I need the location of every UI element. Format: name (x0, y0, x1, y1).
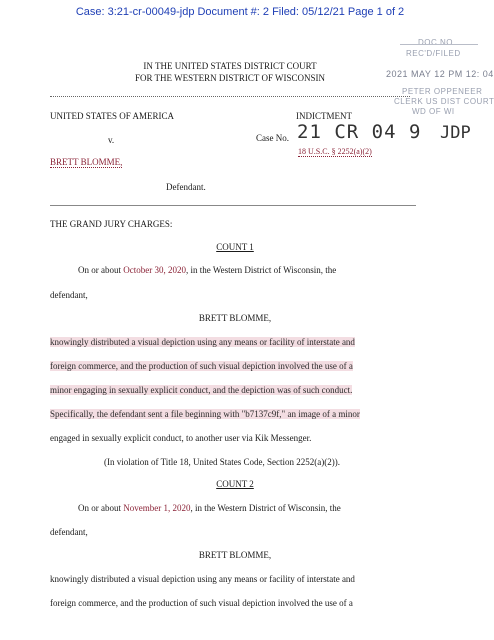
stamp-received: REC'D/FILED (406, 49, 461, 58)
count-1-date: October 30, 2020 (123, 265, 186, 275)
count-1-line-4: Specifically, the defendant sent a file beginning with "b7137c9f," an image of a minor (50, 409, 360, 419)
count-2-defendant-word: defendant, (50, 527, 88, 537)
count-1-line-3: minor engaging in sexually explicit conduct, and the depiction was of such conduct. (50, 385, 353, 395)
document-type: INDICTMENT (296, 111, 352, 121)
count-2-line-1: knowingly distributed a visual depiction using any means or facility of interstate and (50, 574, 355, 584)
count-1-violation: (In violation of Title 18, United States Code, Section 2252(a)(2)). (104, 457, 340, 467)
count-1-line-5: engaged in sexually explicit conduct, to another user via Kik Messenger. (50, 433, 312, 443)
stamp-clerk-title: CLERK US DIST COURT (394, 97, 494, 106)
stamp-clerk-name: PETER OPPENEER (402, 87, 483, 96)
count-1-intro-a: On or about (78, 265, 124, 275)
grand-jury-charges: THE GRAND JURY CHARGES: (50, 219, 173, 229)
versus: v. (108, 135, 115, 145)
count-2-date: November 1, 2020 (123, 503, 191, 513)
count-1-defendant-word: defendant, (50, 290, 88, 300)
statute: 18 U.S.C. § 2252(a)(2) (298, 147, 372, 156)
court-name-line1: IN THE UNITED STATES DISTRICT COURT (143, 61, 317, 71)
count-2-heading: COUNT 2 (216, 479, 254, 489)
stamp-date: 2021 MAY 12 PM 12: 04 (386, 69, 494, 79)
caption-divider (50, 205, 416, 206)
count-1-intro-b: , in the Western District of Wisconsin, the (186, 265, 337, 275)
defendant-label: Defendant. (166, 182, 206, 192)
count-2-intro (78, 503, 341, 513)
header-divider (50, 96, 410, 97)
count-2-intro-a: On or about (78, 503, 124, 513)
count-2-intro-b: , in the Western District of Wisconsin, the (190, 503, 341, 513)
ecf-header: Case: 3:21-cr-00049-jdp Document #: 2 Filed: 05/12/21 Page 1 of 2 (75, 6, 405, 18)
stamp-district: WD OF WI (412, 107, 455, 116)
defendant-name: BRETT BLOMME, (50, 157, 123, 167)
count-1-heading: COUNT 1 (216, 242, 254, 252)
case-number-label: Case No. (256, 133, 289, 143)
judge-initials: JDP (440, 123, 471, 143)
count-2-name: BRETT BLOMME, (198, 550, 272, 560)
stamp-rule (400, 44, 478, 45)
case-number-handwritten: 21 CR 04 9 (297, 121, 422, 143)
plaintiff: UNITED STATES OF AMERICA (50, 111, 175, 121)
count-1-line-2: foreign commerce, and the production of such visual depiction involved the use of a (50, 361, 353, 371)
count-2-line-2: foreign commerce, and the production of such visual depiction involved the use of a (50, 598, 353, 608)
court-name-line2: FOR THE WESTERN DISTRICT OF WISCONSIN (134, 73, 326, 83)
count-1-name: BRETT BLOMME, (198, 313, 272, 323)
count-1-line-1: knowingly distributed a visual depiction using any means or facility of interstate and (50, 337, 355, 347)
stamp-doc-no: DOC NO (418, 38, 453, 47)
count-1-intro (78, 265, 336, 275)
